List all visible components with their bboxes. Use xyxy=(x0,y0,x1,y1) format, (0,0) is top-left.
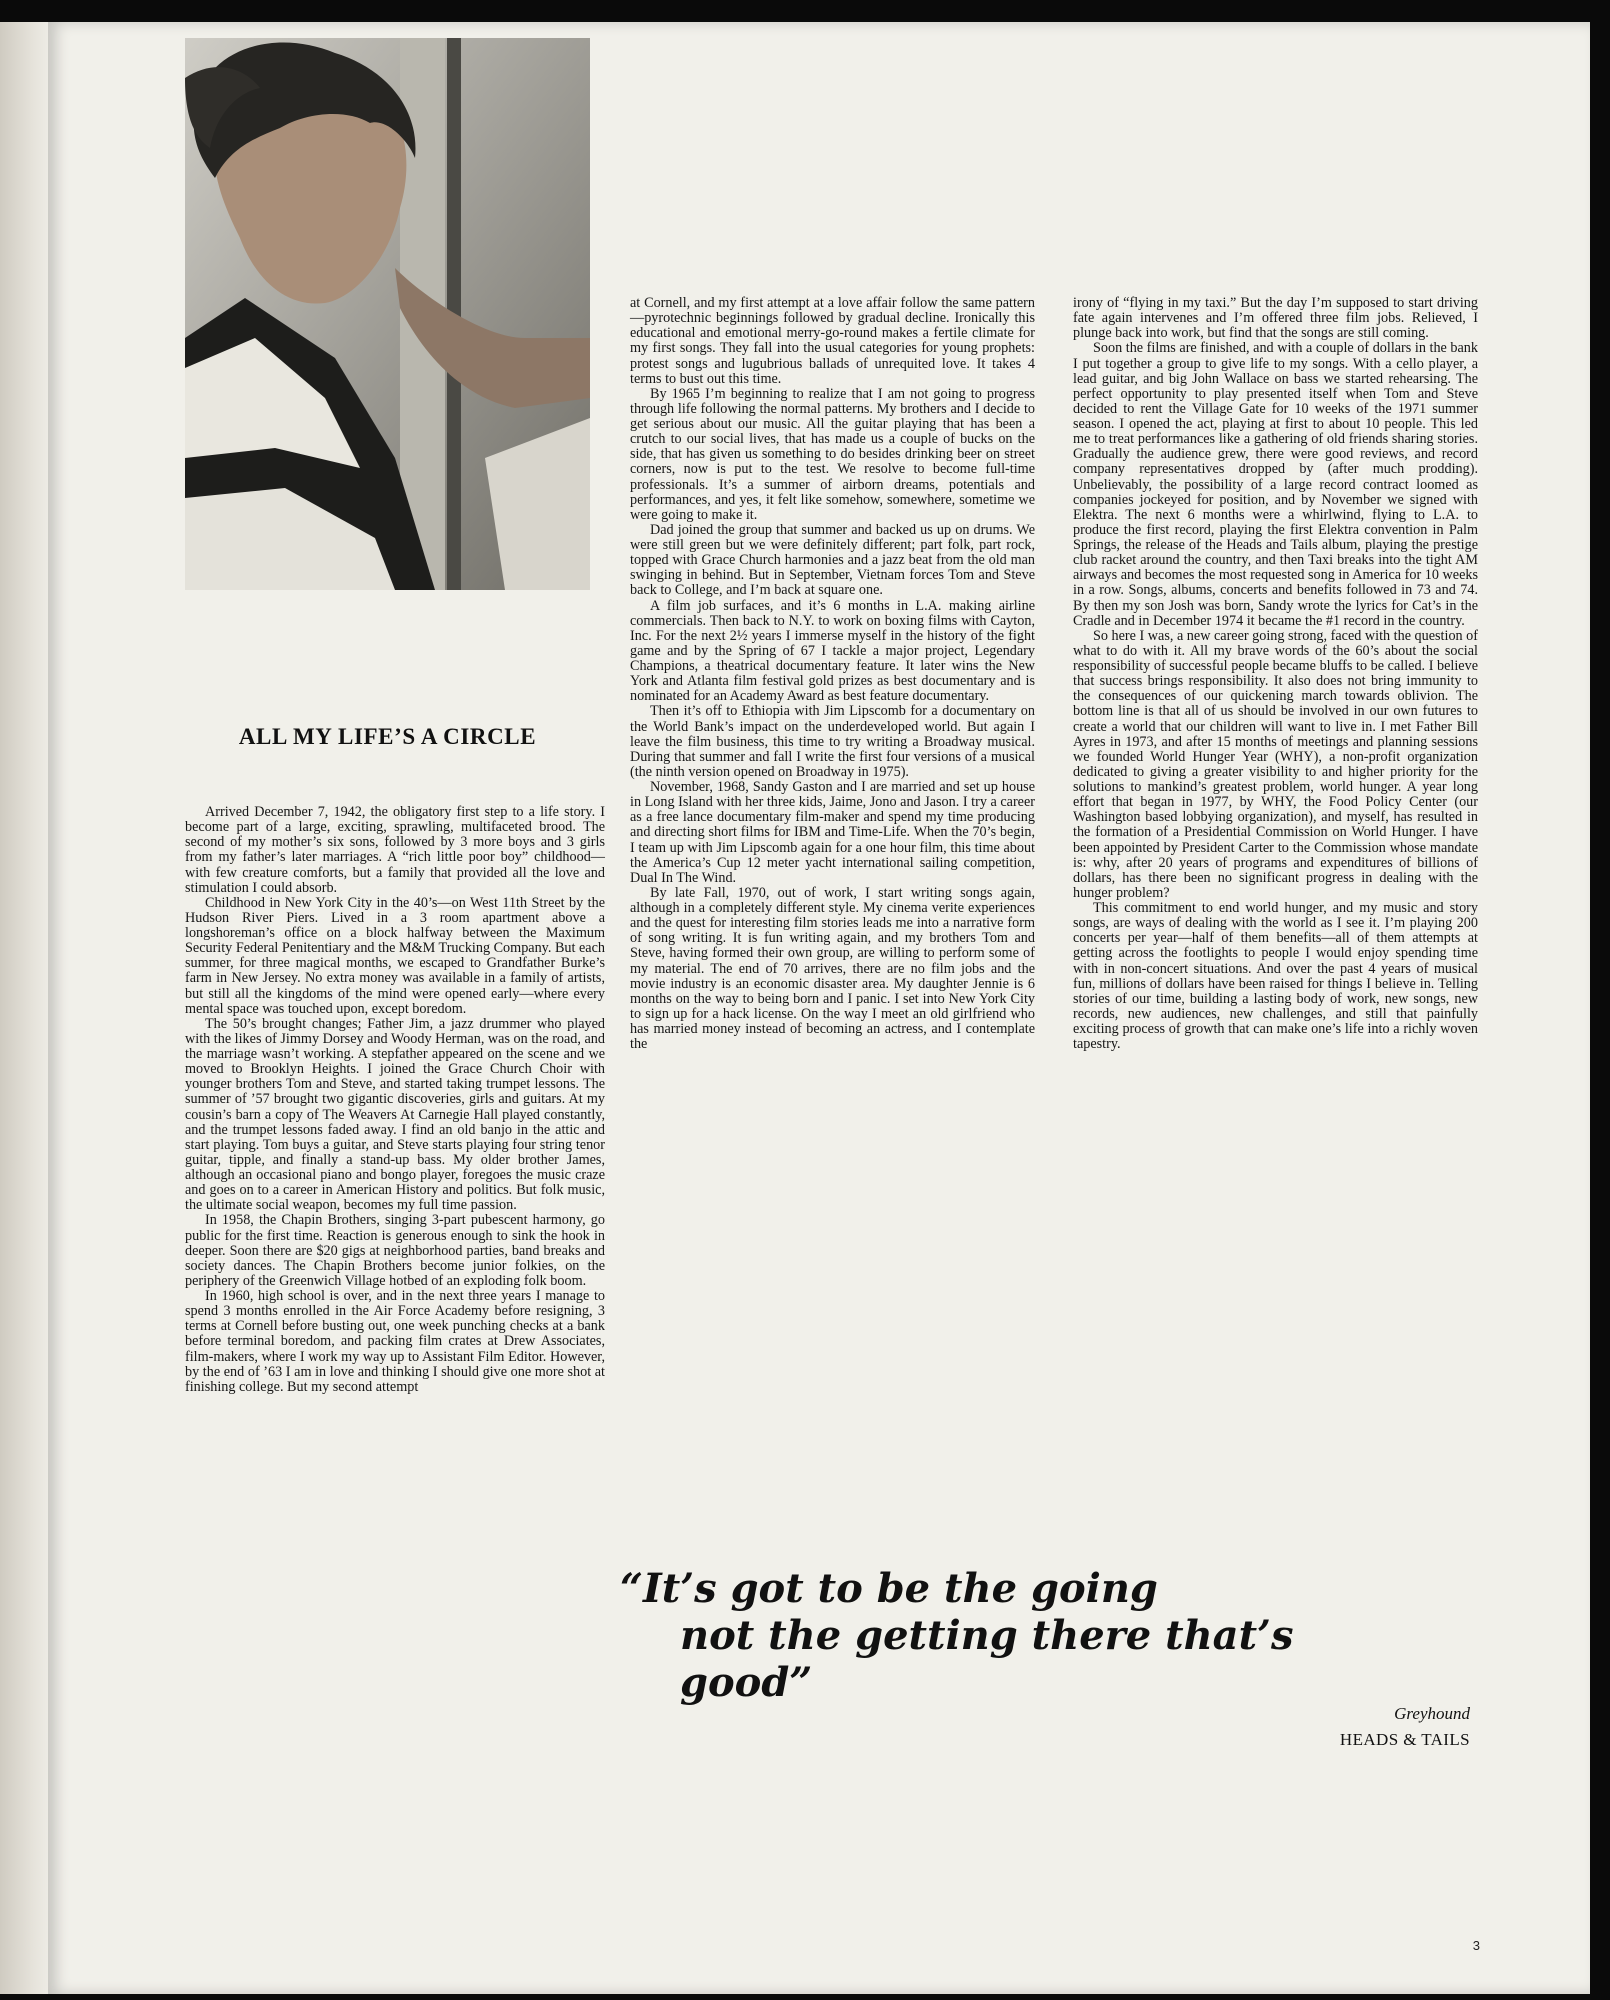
paragraph: Soon the films are finished, and with a couple of dollars in the bank I put together a group to give life to my songs. With a cello player, a lead guitar, and big John Wallace on bass we started rehearsing. The perfect opportunity to play presented itself when Tom and Steve decided to rent the Village Gate for 10 weeks of the 1971 summer season. I opened the act, playing at first to about 10 people. This led me to treat performances like a gathering of old friends sharing stories. Gradually the audience grew, there were good reviews, and record company representatives dropped by (after much prodding). Unbelievably, the possibility of a large record contract loomed as companies jockeyed for position, and by November we signed with Elektra. The next 6 months were a whirlwind, flying to L.A. to produce the first record, playing the first Elektra convention in Palm Springs, the release of the Heads and Tails album, playing the prestige club racket around the country, and then Taxi breaks into the tight AM airways and becomes the most requested song in America for 10 weeks in a row. Songs, albums, concerts and benefits followed in 73 and 74. By then my son Josh was born, Sandy wrote the lyrics for Cat’s in the Cradle and in December 1974 it became the #1 record in the country. xyxy=(1073,340,1478,629)
quote-attribution xyxy=(1200,1704,1470,1750)
paragraph: Arrived December 7, 1942, the obligatory first step to a life story. I become part of a large, exciting, sprawling, multifaceted brood. The second of my mother’s six sons, followed by 3 more boys and 3 girls from my father’s later marriages. A “rich little poor boy” childhood—with few creature comforts, but a family that provided all the love and stimulation I could absorb. xyxy=(185,804,605,896)
paragraph: In 1960, high school is over, and in the next three years I manage to spend 3 months enrolled in the Air Force Academy before resigning, 3 terms at Cornell before busting out, one week punching checks at a bank before terminal boredom, and packing film crates at Drew Associates, film-makers, where I work my way up to Assistant Film Editor. However, by the end of ’63 I am in love and thinking I should give one more shot at finishing college. But my second attempt xyxy=(185,1288,605,1395)
paragraph: In 1958, the Chapin Brothers, singing 3-part pubescent harmony, go public for the first time. Reaction is generous enough to sink the hook in deeper. Soon there are $20 gigs at neighborhood parties, band breaks and society dances. The Chapin Brothers become junior folkies, on the periphery of the Greenwich Village hotbed of an exploding folk boom. xyxy=(185,1212,605,1289)
paragraph: Childhood in New York City in the 40’s—on West 11th Street by the Hudson River Piers. Lived in a 3 room apartment above a longshoreman’s office on a block halfway between the Maximum Security Federal Penitentiary and the M&M Trucking Company. But each summer, for three magical months, we escaped to Grandfather Burke’s farm in New Jersey. No extra money was available in a family of artists, but still all the kingdoms of the mind were opened early—where every mental space was touched upon, except boredom. xyxy=(185,894,605,1017)
album-title: HEADS & TAILS xyxy=(1339,1730,1470,1749)
paragraph: The 50’s brought changes; Father Jim, a jazz drummer who played with the likes of Jimmy Dorsey and Woody Herman, was on the road, and the marriage wasn’t working. A stepfather appeared on the scene and we moved to Brooklyn Heights. I joined the Grace Church Choir with younger brothers Tom and Steve, and started taking trumpet lessons. The summer of ’57 brought two gigantic discoveries, girls and guitars. At my cousin’s barn a copy of The Weavers At Carnegie Hall played constantly, and the trumpet lessons faded away. I find an old banjo in the attic and start playing. Tom buys a guitar, and Steve starts playing four string tenor guitar, tipple, and finally a stand-up bass. My older brother James, although an occasional piano and bongo player, foregoes the music craze and goes on to a career in American History and politics. But folk music, the ultimate social weapon, becomes my full time passion. xyxy=(185,1015,605,1214)
paragraph: A film job surfaces, and it’s 6 months in L.A. making airline commercials. Then back to N.Y. to work on boxing films with Cayton, Inc. For the next 2½ years I immerse myself in the history of the fight game and by the Spring of 67 I tackle a major project, Legendary Champions, a theatrical documentary feature. It later wins the New York and Atlanta film festival gold prizes as best documentary and is nominated for an Academy Award as best feature documentary. xyxy=(630,597,1035,705)
paragraph: at Cornell, and my first attempt at a love affair follow the same pattern—pyrotechnic beginnings followed by gradual decline. Ironically this educational and emotional merry-go-round makes a fertile climate for my first songs. They fall into the usual categories for young prophets: protest songs and lugubrious ballads of unrequited love. It takes 4 terms to bust out this time. xyxy=(630,295,1035,387)
paragraph: So here I was, a new career going strong, faced with the question of what to do with it. All my brave words of the 60’s about the social responsibility of successful people became bluffs to be called. I believe that success brings responsibility. It also does not bring immunity to the consequences of our quickening march towards oblivion. The bottom line is that all of us should be involved in our own futures to create a world that our children will want to live in. I met Father Bill Ayres in 1973, and after 15 months of meetings and planning sessions we founded World Hunger Year (WHY), a non-profit organization dedicated to giving a greater visibility to and higher priority for the solutions to mankind’s greatest problem, world hunger. A year long effort that began in 1977, by WHY, the Food Policy Center (our Washington based lobbying organization), and myself, has resulted in the formation of a Presidential Commission on World Hunger. I have been appointed by President Carter to the Commission whose mandate is: why, after 20 years of programs and expenditures of billions of dollars, has there been no significant progress in dealing with the hunger problem? xyxy=(1073,627,1478,901)
paragraph: By late Fall, 1970, out of work, I start writing songs again, although in a completely different style. My cinema verite experiences and the quest for interesting film stories leads me into a narrative form of song writing. It is fun writing again, and my brothers Tom and Steve, having formed their own group, are willing to perform some of my material. The end of 70 arrives, there are no film jobs and the movie industry is an economic disaster area. My daughter Jennie is 6 months on the way to being born and I panic. I set into New York City to sign up for a hack license. On the way I meet an old girlfriend who has married money instead of becoming an actress, and I contemplate the xyxy=(630,884,1035,1053)
paragraph: Then it’s off to Ethiopia with Jim Lipscomb for a documentary on the World Bank’s impact on the underdeveloped world. But again I leave the film business, this time to try writing a Broadway musical. During that summer and fall I write the first four versions of a musical (the ninth version opened on Broadway in 1975). xyxy=(630,703,1035,780)
pull-quote-line-1: “It’s got to be the going xyxy=(620,1565,1158,1612)
text-column-3 xyxy=(1073,296,1478,1052)
pull-quote xyxy=(620,1565,1420,1707)
paragraph: By 1965 I’m beginning to realize that I am not going to progress through life following the normal patterns. My brothers and I decide to get serious about our music. All the guitar playing that has been a crutch to our social lives, that has made us a couple of bucks on the side, that has given us something to do besides drinking beer on street corners, now is put to the test. We resolve to become full-time professionals. It’s a summer of airborn dreams, potentials and performances, and yes, it felt like somehow, somewhere, sometime we were going to make it. xyxy=(630,385,1035,523)
paragraph: This commitment to end world hunger, and my music and story songs, are ways of dealing with the world as I see it. I’m playing 200 concerts per year—half of them benefits—all of them attempts at getting across the footlights to people I would enjoy spending time with in non-concert situations. And over the past 4 years of musical fun, millions of dollars have been raised for things I believe in. Telling stories of our time, building a lasting body of work, new songs, new records, new audiences, new challenges, and still that painfully exciting process of growth that can make one’s life into a richly woven tapestry. xyxy=(1073,900,1478,1053)
paragraph: Dad joined the group that summer and backed us up on drums. We were still green but we were definitely different; part folk, part rock, topped with Grace Church harmonies and a jazz beat from the old man swinging in behind. But in September, Vietnam forces Tom and Steve back to College, and I’m back at square one. xyxy=(630,521,1035,599)
text-column-1 xyxy=(185,805,605,1395)
text-column-2 xyxy=(630,296,1035,1052)
pull-quote-line-2: not the getting there that’s good” xyxy=(680,1612,1294,1707)
article-title: ALL MY LIFE’S A CIRCLE xyxy=(238,724,537,749)
paragraph: irony of “flying in my taxi.” But the day I’m supposed to start driving fate again intervenes and I’m offered three film jobs. Relieved, I plunge back into work, but find that the songs are still coming. xyxy=(1073,295,1478,342)
page-number: 3 xyxy=(1472,1938,1480,1953)
song-title: Greyhound xyxy=(1394,1704,1470,1723)
paragraph: November, 1968, Sandy Gaston and I are married and set up house in Long Island with her three kids, Jaime, Jono and Jason. I try a career as a free lance documentary film-maker and spend my time producing and directing short films for IBM and Time-Life. When the 70’s begin, I team up with Jim Lipscomb again for a one hour film, this time about the America’s Cup 12 meter yacht international sailing competition, Dual In The Wind. xyxy=(630,779,1035,886)
portrait-photo xyxy=(185,38,590,590)
